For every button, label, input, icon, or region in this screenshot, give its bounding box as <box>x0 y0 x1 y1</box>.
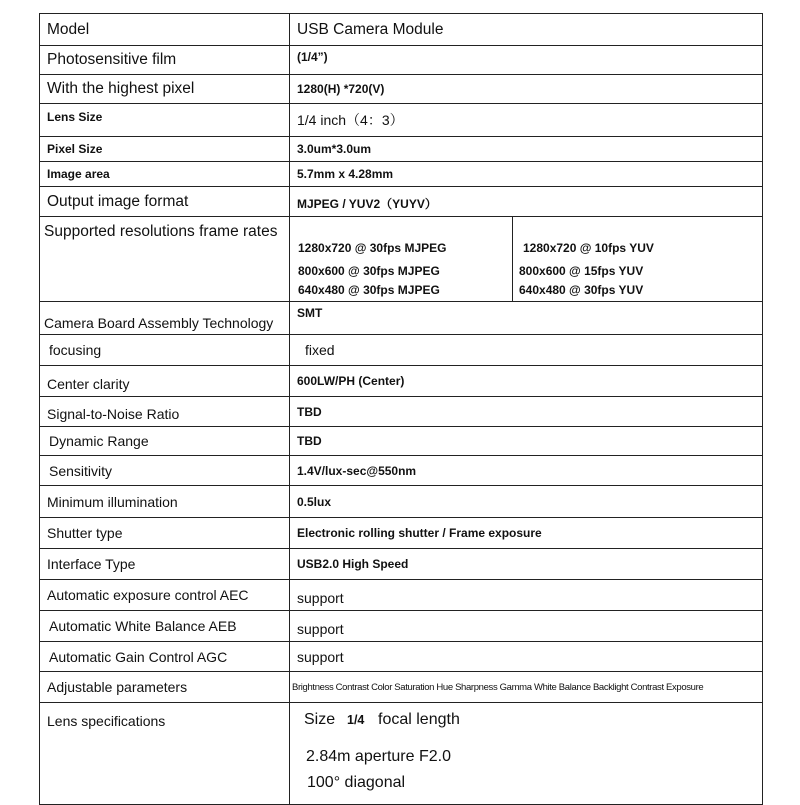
row-label: Center clarity <box>47 376 130 392</box>
row-value: USB2.0 High Speed <box>297 557 409 571</box>
table-row-dynamic-range <box>40 427 763 456</box>
row-label: Shutter type <box>47 525 123 541</box>
row-label: Minimum illumination <box>47 493 178 510</box>
row-label: Dynamic Range <box>49 433 149 449</box>
row-value: TBD <box>297 404 322 419</box>
table-row-awb <box>40 611 763 642</box>
table-row-lens-spec <box>40 703 763 805</box>
row-value: 5.7mm x 4.28mm <box>297 167 394 181</box>
row-value: USB Camera Module <box>297 20 444 38</box>
yuv-column <box>513 217 762 301</box>
row-label: Lens Size <box>47 110 103 124</box>
row-label: Lens specifications <box>47 713 166 729</box>
row-value: 1280(H) *720(V) <box>297 82 385 96</box>
table-row-focusing <box>40 335 763 366</box>
row-label: Supported resolutions frame rates <box>44 223 278 240</box>
row-value: 600LW/PH (Center) <box>297 374 405 388</box>
row-value: support <box>297 648 344 665</box>
row-value: SMT <box>297 306 323 320</box>
row-label: focusing <box>49 342 102 358</box>
lens-size-value: 1/4 <box>347 713 365 727</box>
table-row-output-format <box>40 187 763 217</box>
table-row-pixel <box>40 75 763 104</box>
row-label: Adjustable parameters <box>47 679 188 695</box>
row-value: Brightness Contrast Color Saturation Hue Sharpness Gamma White Balance Backlight Contrast Exposure <box>292 681 704 693</box>
row-label: Interface Type <box>47 556 136 572</box>
row-label: Sensitivity <box>49 462 113 479</box>
row-label: Camera Board Assembly Technology <box>44 315 274 331</box>
resolution-item: 1280x720 @ 30fps MJPEG <box>298 241 447 255</box>
table-row-pixel-size <box>40 137 763 162</box>
row-label: Model <box>47 20 90 38</box>
lens-size-label: Size <box>304 711 336 728</box>
table-row-assembly <box>40 302 763 335</box>
spec-table <box>39 13 763 805</box>
row-value: MJPEG / YUV2（YUYV） <box>297 197 437 211</box>
row-label: Photosensitive film <box>47 51 177 68</box>
table-row-aec <box>40 580 763 611</box>
resolution-item: 1280x720 @ 10fps YUV <box>523 241 654 255</box>
resolution-item: 800x600 @ 30fps MJPEG <box>298 264 440 278</box>
row-value: 0.5lux <box>297 494 332 509</box>
row-label: With the highest pixel <box>47 80 195 97</box>
resolution-item: 640x480 @ 30fps MJPEG <box>298 283 440 297</box>
table-row-agc <box>40 642 763 672</box>
row-label: Image area <box>47 167 110 181</box>
row-value: TBD <box>297 434 322 448</box>
table-row-clarity <box>40 366 763 397</box>
row-label: Pixel Size <box>47 142 103 156</box>
row-value: (1/4”) <box>297 50 328 64</box>
row-label: Automatic Gain Control AGC <box>49 648 228 665</box>
resolution-item: 640x480 @ 30fps YUV <box>519 283 644 297</box>
table-row-adjustable <box>40 672 763 703</box>
table-row-min-illumination <box>40 486 763 518</box>
spec-sheet <box>39 13 762 791</box>
table-row-model <box>40 14 763 46</box>
row-label: Signal-to-Noise Ratio <box>47 406 180 422</box>
table-row-snr <box>40 397 763 427</box>
resolution-grid <box>290 217 762 301</box>
row-label: Automatic White Balance AEB <box>49 618 237 634</box>
row-value: 1.4V/lux-sec@550nm <box>297 463 417 478</box>
table-row-sensitivity <box>40 456 763 486</box>
table-row-resolutions <box>40 217 763 302</box>
lens-angle: 100° diagonal <box>307 774 406 791</box>
lens-aperture: 2.84m aperture F2.0 <box>306 748 451 765</box>
table-row-shutter <box>40 518 763 549</box>
row-value: fixed <box>305 342 335 358</box>
table-row-image-area <box>40 162 763 187</box>
mjpeg-column <box>290 217 513 301</box>
row-value: support <box>297 590 344 606</box>
row-value: 3.0um*3.0um <box>297 142 372 156</box>
row-label: Output image format <box>47 192 189 210</box>
row-value: 1/4 inch（4：3） <box>297 112 404 128</box>
row-value: support <box>297 621 344 637</box>
table-row-interface <box>40 549 763 580</box>
row-value: Electronic rolling shutter / Frame exposure <box>297 526 542 540</box>
table-row-sensor <box>40 46 763 75</box>
lens-spec-block <box>290 703 762 804</box>
row-label: Automatic exposure control AEC <box>47 587 249 603</box>
table-row-lens-size <box>40 104 763 137</box>
lens-focal-label: focal length <box>378 711 460 728</box>
resolution-item: 800x600 @ 15fps YUV <box>519 264 644 278</box>
